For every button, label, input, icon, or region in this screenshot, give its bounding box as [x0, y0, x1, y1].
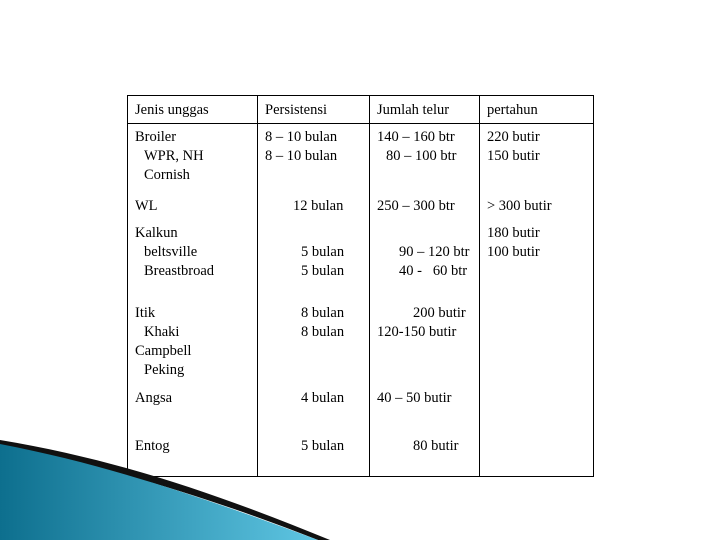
jenis-line: WPR, NH	[144, 148, 204, 164]
cell-jumlah	[370, 124, 480, 192]
jumlah-line: 90 – 120 btr	[399, 244, 470, 260]
cell-jumlah	[370, 301, 480, 383]
persistensi-line: 4 bulan	[301, 390, 345, 406]
cell-pertahun-empty	[480, 301, 594, 383]
cell-jumlah	[370, 191, 480, 224]
egg-production-table	[127, 95, 594, 477]
header-jenis-unggas: Jenis unggas	[128, 96, 258, 124]
table-row	[128, 191, 594, 224]
jenis-line: Khaki	[144, 324, 180, 340]
cell-jenis	[128, 224, 258, 301]
jenis-line: Peking	[144, 362, 185, 378]
table-row	[128, 301, 594, 383]
decorative-swoosh	[0, 440, 720, 540]
cell-jenis	[128, 124, 258, 192]
pertahun-line: 100 butir	[487, 244, 540, 260]
cell-pertahun	[480, 224, 594, 301]
cell-jumlah	[370, 224, 480, 301]
cell-jumlah	[370, 383, 480, 430]
persistensi-line: 8 – 10 bulan	[265, 148, 338, 164]
header-jumlah-telur: Jumlah telur	[370, 96, 480, 124]
table-header-row	[128, 96, 594, 124]
cell-persistensi	[258, 383, 370, 430]
cell-pertahun-empty	[480, 383, 594, 430]
jenis-line: Campbell	[135, 343, 192, 359]
persistensi-line: 8 – 10 bulan	[265, 129, 338, 145]
jenis-line: Angsa	[135, 390, 173, 406]
jenis-line: beltsville	[144, 244, 198, 260]
jumlah-line: 40 - 60 btr	[399, 263, 468, 279]
persistensi-line: 5 bulan	[301, 438, 345, 454]
persistensi-line: 5 bulan	[301, 244, 345, 260]
cell-persistensi	[258, 124, 370, 192]
cell-jenis	[128, 383, 258, 430]
persistensi-line: 12 bulan	[293, 198, 344, 214]
persistensi-line: 8 bulan	[301, 324, 345, 340]
jumlah-line: 200 butir	[413, 305, 466, 321]
header-persistensi: Persistensi	[258, 96, 370, 124]
pertahun-line: > 300 butir	[487, 198, 552, 214]
cell-pertahun	[480, 124, 594, 192]
swoosh-blue	[0, 444, 318, 540]
jumlah-line: 80 – 100 btr	[386, 148, 457, 164]
persistensi-line: 5 bulan	[301, 263, 345, 279]
jenis-line: Kalkun	[135, 225, 178, 241]
jenis-line: Breastbroad	[144, 263, 215, 279]
jumlah-line: 80 butir	[413, 438, 459, 454]
cell-pertahun	[480, 191, 594, 224]
jenis-line: WL	[135, 198, 158, 214]
jenis-line: Broiler	[135, 129, 177, 145]
pertahun-line: 150 butir	[487, 148, 540, 164]
table-row	[128, 383, 594, 430]
cell-persistensi	[258, 191, 370, 224]
jenis-line: Entog	[135, 438, 170, 454]
jenis-line: Itik	[135, 305, 156, 321]
pertahun-line: 180 butir	[487, 225, 540, 241]
jumlah-line: 120-150 butir	[377, 324, 457, 340]
cell-persistensi	[258, 224, 370, 301]
persistensi-line: 8 bulan	[301, 305, 345, 321]
cell-jenis	[128, 301, 258, 383]
jumlah-line: 40 – 50 butir	[377, 390, 452, 406]
jenis-line: Cornish	[144, 167, 190, 183]
jumlah-line: 250 – 300 btr	[377, 198, 455, 214]
cell-persistensi	[258, 301, 370, 383]
cell-jenis	[128, 191, 258, 224]
table-row	[128, 124, 594, 192]
header-pertahun: pertahun	[480, 96, 594, 124]
table-row	[128, 224, 594, 301]
jumlah-line: 140 – 160 btr	[377, 129, 455, 145]
pertahun-line: 220 butir	[487, 129, 540, 145]
